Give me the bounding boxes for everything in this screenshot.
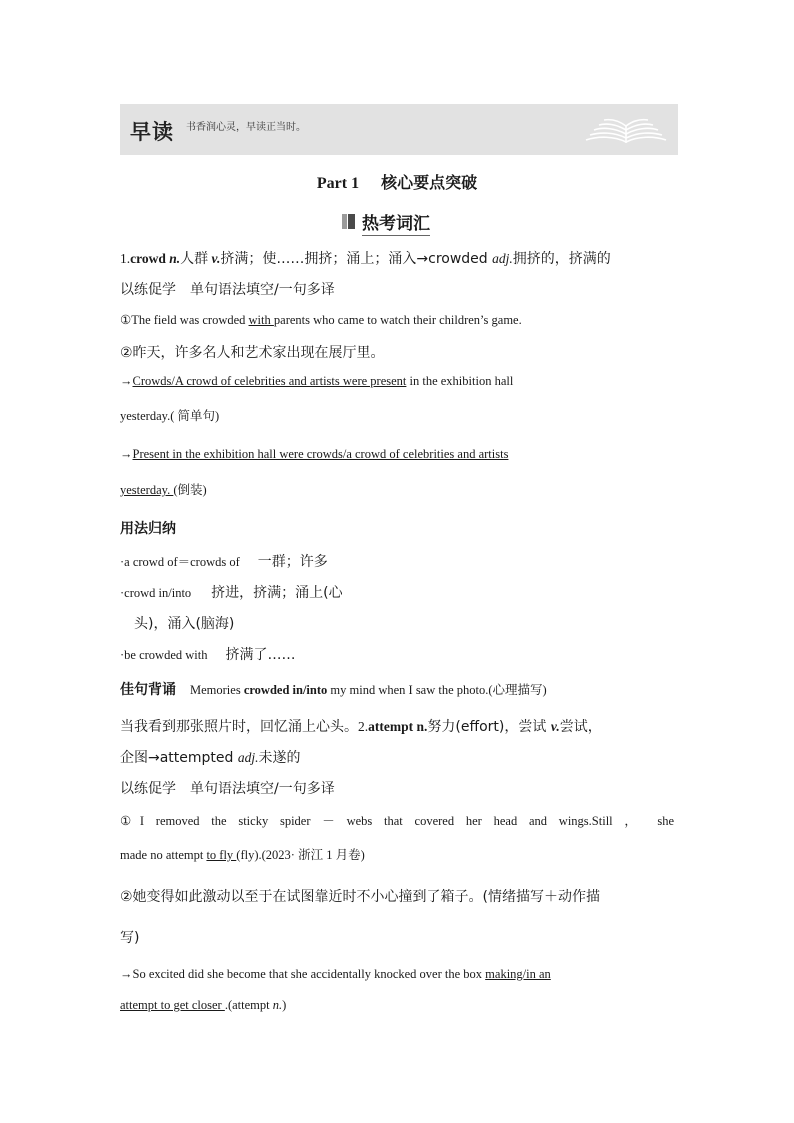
translation-answer-cont bbox=[120, 998, 286, 1013]
exercise-text: (fly).(2023· 浙江 1 月卷) bbox=[236, 848, 365, 862]
exercise-1-cont bbox=[120, 845, 365, 863]
usage-meaning: 挤进，挤满；涌上(心 bbox=[211, 585, 343, 601]
section-marker-icon bbox=[342, 214, 355, 229]
translation-prompt: ②昨天，许多名人和艺术家出现在展厅里。 bbox=[120, 345, 385, 361]
translation-answer: Crowds/A crowd of celebrities and artists were present bbox=[132, 374, 407, 388]
pos-noun: n. bbox=[169, 251, 181, 266]
pos-noun: n. bbox=[272, 998, 283, 1012]
translation-answer-2 bbox=[120, 447, 508, 462]
open-book-icon bbox=[584, 112, 668, 146]
usage-item-cont: 头)，涌入(脑海) bbox=[134, 616, 235, 632]
quote-text: Memories bbox=[190, 683, 244, 697]
pos-verb: v. bbox=[550, 719, 560, 734]
translation-prompt: ②她变得如此激动以至于在试图靠近时不小心撞到了箱子。(情绪描写＋动作描 bbox=[120, 889, 601, 905]
translation-text: ) bbox=[282, 998, 287, 1012]
pos-verb: v. bbox=[211, 251, 221, 266]
pos-adj: adj. bbox=[492, 251, 513, 266]
verb-meaning: 尝试， bbox=[559, 719, 602, 735]
section-title: 热考词汇 bbox=[362, 209, 430, 236]
entry-crowd-heading bbox=[120, 248, 611, 268]
exercise-1 bbox=[120, 312, 522, 328]
practice-heading: 以练促学 单句语法填空/一句多译 bbox=[120, 781, 335, 797]
pos-noun: n. bbox=[416, 719, 428, 734]
exercise-text: made no attempt bbox=[120, 848, 207, 862]
entry-word: crowd bbox=[130, 251, 166, 266]
noun-meaning: 努力(effort)，尝试 bbox=[427, 719, 551, 735]
quote-keyword: crowded in/into bbox=[243, 683, 328, 697]
translation-answer-2-cont bbox=[120, 480, 207, 498]
noun-meaning: 人群 bbox=[180, 251, 209, 267]
verb-meaning-cont: 企图→attempted bbox=[120, 750, 238, 766]
usage-item bbox=[120, 551, 328, 571]
arrow-icon: → bbox=[120, 447, 133, 461]
adj-meaning: 拥挤的，挤满的 bbox=[512, 251, 611, 267]
entry-number: 2. bbox=[358, 719, 369, 734]
part-number: Part 1 bbox=[316, 175, 360, 192]
exercise-text: parents who came to watch their children’s game. bbox=[273, 313, 522, 327]
translation-answer: Present in the exhibition hall were crowds/a crowd of celebrities and artists bbox=[132, 447, 509, 461]
arrow-icon: → bbox=[120, 967, 133, 981]
arrow-icon: → bbox=[120, 374, 133, 388]
banner-slogan: 书香润心灵，早读正当时。 bbox=[186, 122, 306, 133]
exercise-text: ①The field was crowded bbox=[120, 313, 249, 327]
usage-phrase: ·be crowded with bbox=[120, 648, 208, 662]
translation-text: (倒装) bbox=[173, 483, 207, 497]
quote-text: my mind when I saw the photo.(心理描写) bbox=[327, 683, 547, 697]
entry-attempt-heading-cont bbox=[120, 747, 301, 767]
translation-text: in the exhibition hall bbox=[406, 374, 514, 388]
pos-adj: adj. bbox=[237, 750, 259, 765]
translation-answer: attempt to get closer bbox=[120, 998, 225, 1012]
usage-item bbox=[120, 582, 343, 602]
banner-title: 早读 bbox=[130, 120, 174, 144]
translation-answer: yesterday. bbox=[120, 483, 174, 497]
entry-word: attempt bbox=[368, 719, 414, 734]
translation-answer-1-cont: yesterday.( 简单句) bbox=[120, 409, 220, 423]
usage-title: 用法归纳 bbox=[120, 521, 176, 537]
adj-meaning: 未遂的 bbox=[258, 750, 301, 766]
usage-item bbox=[120, 644, 295, 664]
translation-text: So excited did she become that she accidentally knocked over the box bbox=[132, 967, 486, 981]
exercise-answer: with bbox=[248, 313, 274, 327]
practice-heading: 以练促学 单句语法填空/一句多译 bbox=[120, 282, 335, 298]
entry-number: 1. bbox=[120, 251, 131, 266]
part-heading: 核心要点突破 bbox=[381, 173, 478, 192]
translation-text: .(attempt bbox=[224, 998, 273, 1012]
part-title bbox=[0, 170, 794, 193]
usage-phrase: ·crowd in/into bbox=[120, 586, 192, 600]
usage-meaning: 挤满了…… bbox=[225, 647, 296, 663]
exercise-answer: to fly bbox=[206, 848, 237, 862]
translation-prompt-cont: 写) bbox=[120, 930, 140, 946]
verb-meaning: 挤满；使……拥挤；涌上；涌入→crowded bbox=[220, 251, 493, 267]
early-reading-banner bbox=[120, 104, 678, 155]
quote-label: 佳句背诵 bbox=[120, 682, 176, 698]
translation-answer-1 bbox=[120, 374, 513, 389]
exercise-1: ①I removed the sticky spider － webs that covered her head and wings.Still ， she bbox=[120, 814, 674, 828]
quote-translation: 当我看到那张照片时，回忆涌上心头。 bbox=[120, 719, 358, 735]
usage-meaning: 一群；许多 bbox=[257, 554, 328, 570]
translation-answer bbox=[120, 967, 551, 982]
entry-attempt-heading bbox=[120, 716, 602, 736]
usage-phrase: ·a crowd of＝crowds of bbox=[120, 555, 240, 569]
translation-answer: making/in an bbox=[485, 967, 551, 981]
quote-line bbox=[120, 679, 547, 699]
